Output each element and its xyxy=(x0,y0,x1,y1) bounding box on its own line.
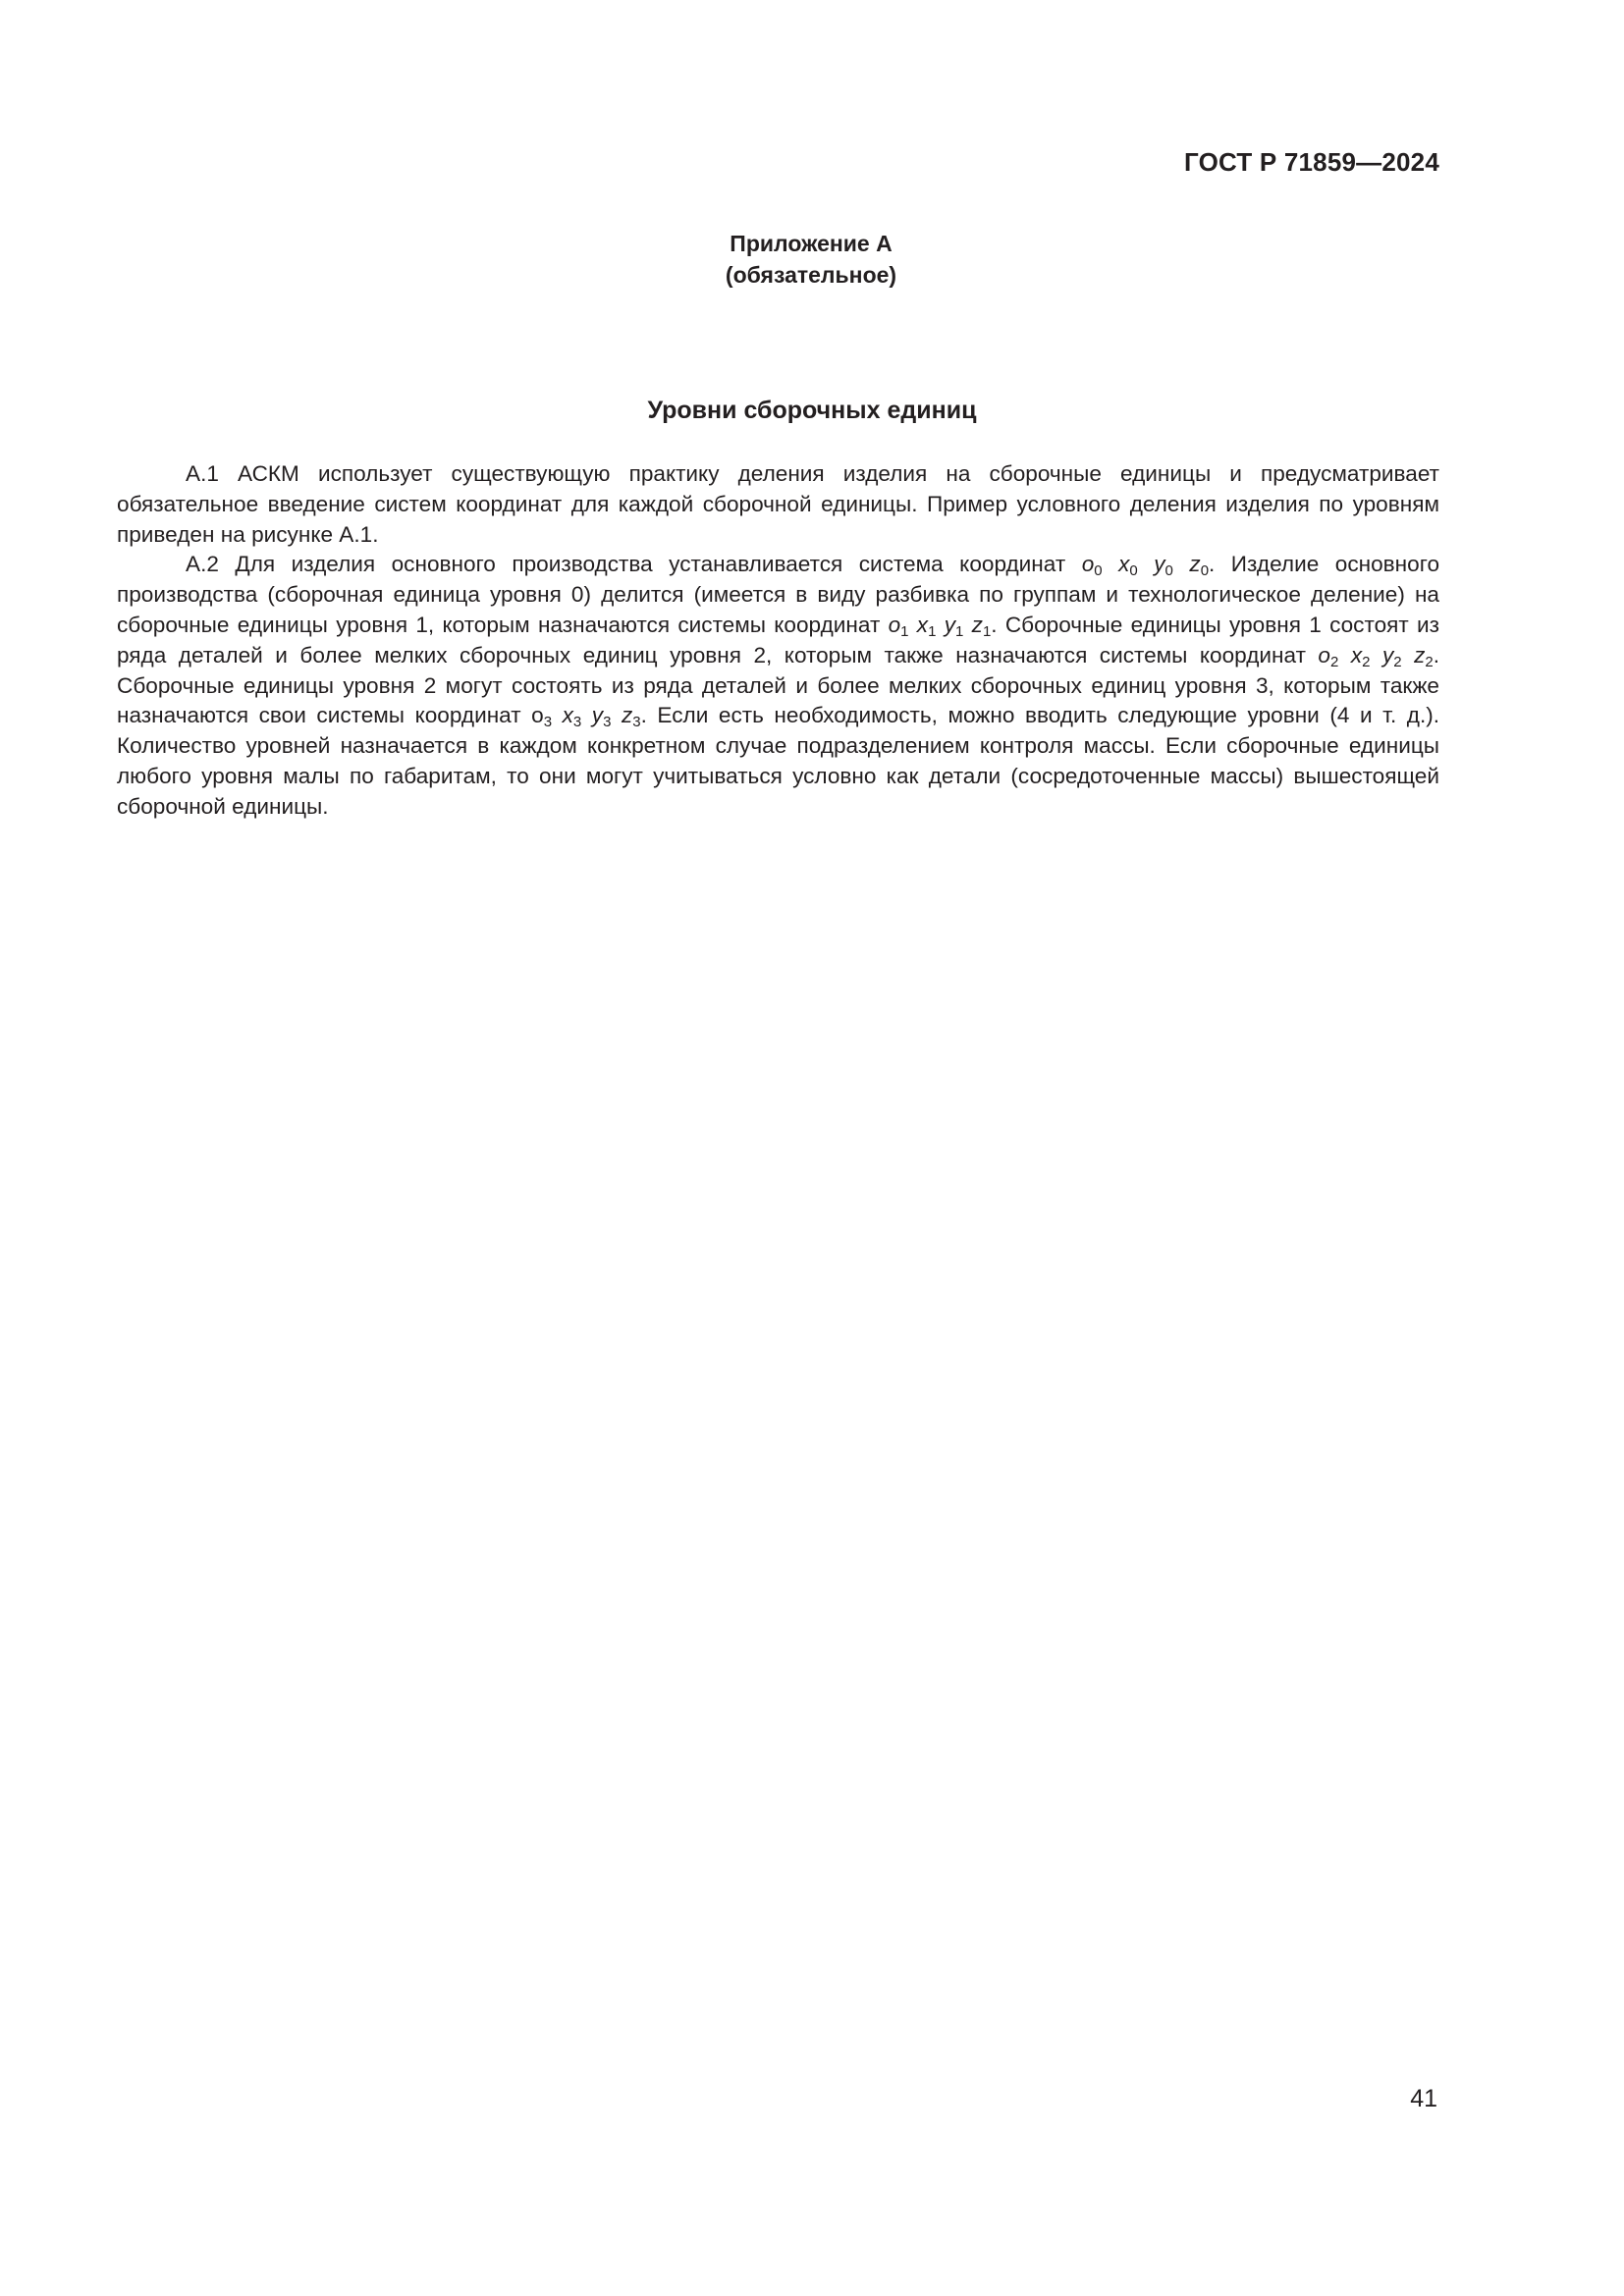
text-segment: . Сборочные единицы уровня 1 состоят из ряда деталей и более мелких сборочных единиц уровня 2, которым также назначаются системы координат xyxy=(117,612,1439,667)
appendix-status: (обязательное) xyxy=(725,262,897,288)
text-segment: . Сборочные единицы уровня 2 могут состоять из ряда деталей и более мелких сборочных единиц уровня 3, которым также назначаются свои системы координат xyxy=(117,642,1439,728)
appendix-heading xyxy=(0,228,1624,291)
text-segment: А.2 Для изделия основного производства устанавливается система координат xyxy=(186,552,1082,577)
paragraph-a2 xyxy=(117,550,1439,822)
text-segment: . Если есть необходимость, можно вводить следующие уровни (4 и т. д.). Количество уровней назначается в каждом конкретном случае подразделением контроля массы. Если сборочные единицы любого уровня малы по габаритам, то они могут учитываться условно как детали (сосредоточенные массы) вышестоящей сборочной единицы. xyxy=(117,703,1440,819)
coordinate-system-0: $o_0$ $x_0$ $y_0$ $z_0$ xyxy=(1081,552,1210,580)
appendix-title: Приложение А xyxy=(730,231,893,256)
text-segment: . Изделие основного производства (сборочная единица уровня 0) делится (имеется в виду разбивка по группам и технологическое деление) на сборочные единицы уровня 1, которым назначаются системы координат xyxy=(117,552,1440,637)
paragraph-a1: А.1 АСКМ использует существующую практику деления изделия на сборочные единицы и предусматривает обязательное введение систем координат для каждой сборочной единицы. Пример условного деления изделия по уровням приведен на рисунке А.1. xyxy=(117,461,1439,547)
document-code: ГОСТ Р 71859—2024 xyxy=(1184,147,1439,177)
coordinate-system-2: $o_2$ $x_2$ $y_2$ $z_2$ xyxy=(1318,642,1434,670)
coordinate-system-1: $o_1$ $x_1$ $y_1$ $z_1$ xyxy=(888,612,992,640)
section-title: Уровни сборочных единиц xyxy=(647,397,977,424)
coordinate-system-3: $o_3$ $x_3$ $y_3$ $z_3$ xyxy=(531,703,641,731)
body-text xyxy=(117,459,1439,823)
page-number: 41 xyxy=(1410,2085,1437,2112)
